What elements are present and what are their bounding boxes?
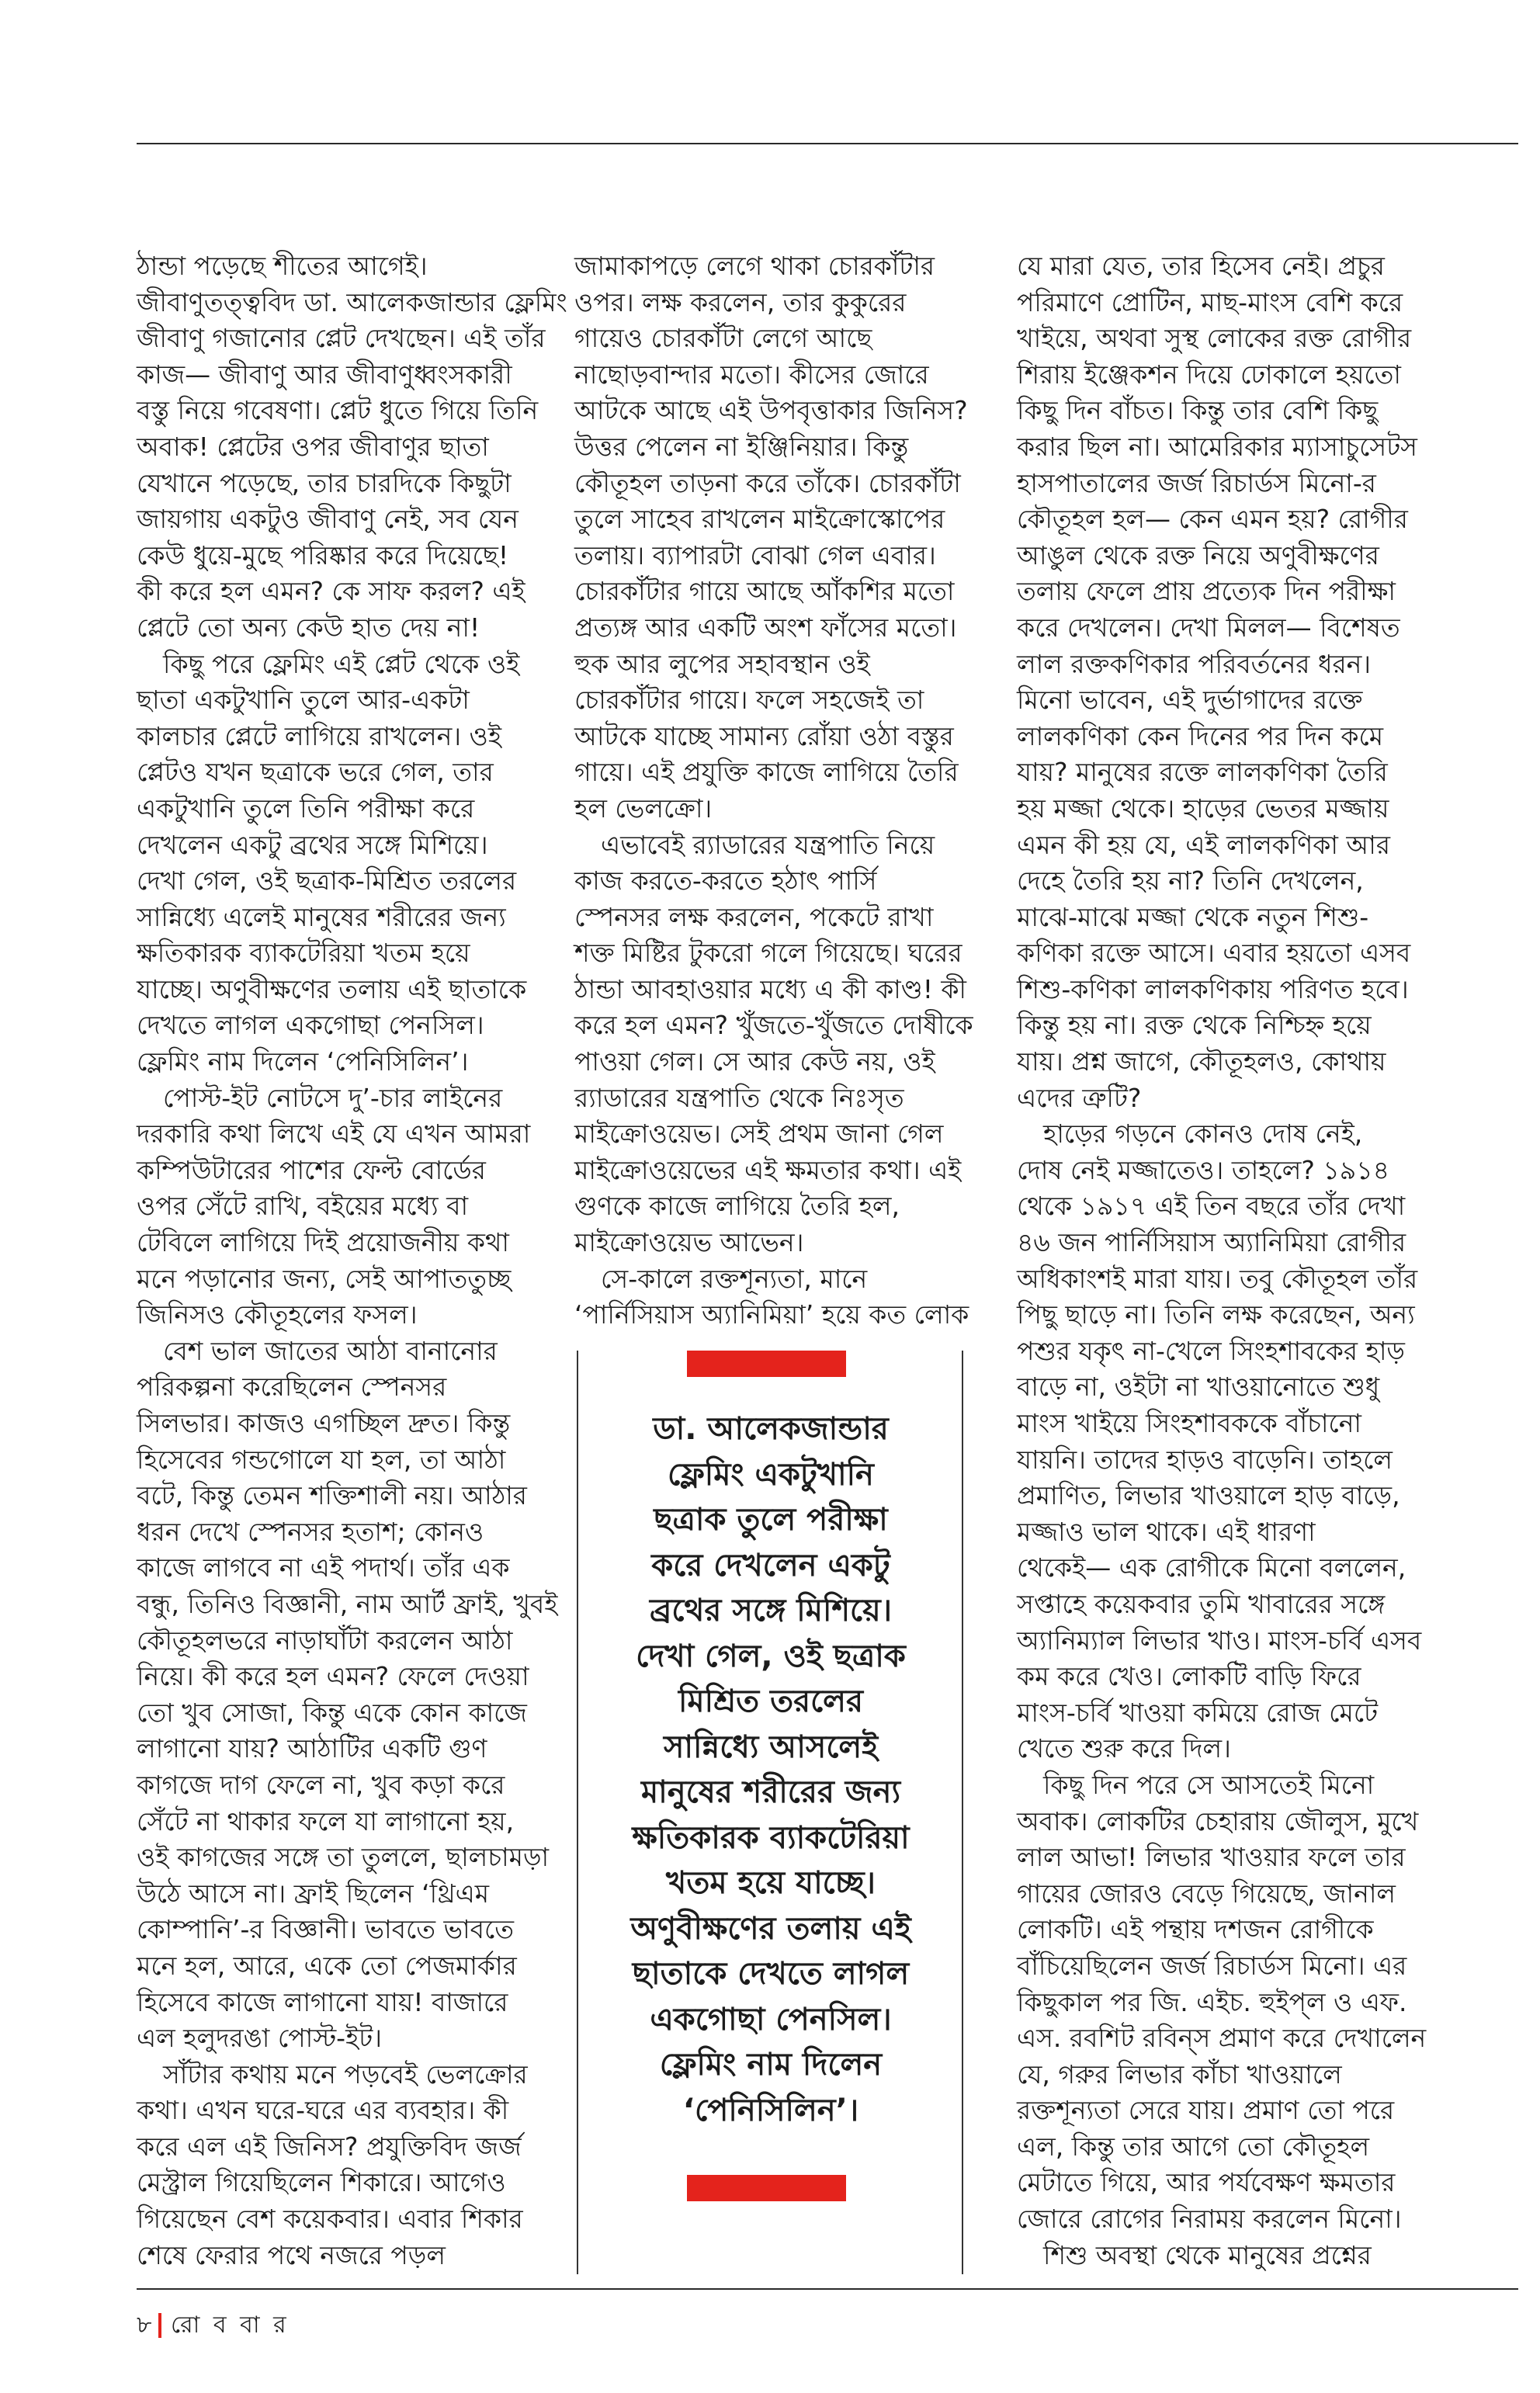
article-line: দেখা গেল, ওই ছত্রাক-মিশ্রিত তরলের: [137, 865, 517, 897]
pullquote-right-rule: [962, 1351, 963, 2274]
article-line: আটকে আছে এই উপবৃত্তাকার জিনিস?: [574, 395, 968, 426]
article-line: শিরায় ইঞ্জেকশন দিয়ে ঢোকালে হয়তো: [1017, 359, 1401, 390]
article-line: কথা। এখন ঘরে-ঘরে এর ব্যবহার। কী: [137, 2095, 509, 2126]
article-line: শিশু অবস্থা থেকে মানুষের প্রশ্নের: [1043, 2239, 1372, 2270]
article-line: ঠান্ডা আবহাওয়ার মধ্যে এ কী কাণ্ড! কী: [574, 973, 966, 1004]
article-line: আঙুল থেকে রক্ত নিয়ে অণুবীক্ষণের: [1017, 539, 1379, 571]
article-line: কিছু দিন পরে সে আসতেই মিনো: [1043, 1769, 1375, 1800]
article-line: বেশ ভাল জাতের আঠা বানানোর: [163, 1335, 498, 1366]
article-line: চোরকাঁটার গায়ে আছে আঁকশির মতো: [574, 576, 955, 607]
article-line: অধিকাংশই মারা যায়। তবু কৌতূহল তাঁর: [1017, 1263, 1418, 1294]
article-line: মনে পড়ানোর জন্য, সেই আপাততুচ্ছ: [137, 1263, 512, 1294]
article-line: করে এল এই জিনিস? প্রযুক্তিবিদ জর্জ: [137, 2131, 522, 2162]
article-line: তুলে সাহেব রাখলেন মাইক্রোস্কোপের: [574, 504, 945, 535]
article-line: মেস্ট্রাল গিয়েছিলেন শিকারে। আগেও: [137, 2167, 506, 2198]
article-line: মেটাতে গিয়ে, আর পর্যবেক্ষণ ক্ষমতার: [1017, 2167, 1396, 2198]
article-line: কৌতূহলভরে নাড়াঘাঁটা করলেন আঠা: [137, 1625, 513, 1656]
article-line: তলায়। ব্যাপারটা বোঝা গেল এবার।: [574, 539, 936, 571]
article-line: যায়নি। তাদের হাড়ও বাড়েনি। তাহলে: [1017, 1444, 1393, 1475]
article-column-1: [137, 248, 567, 2273]
top-rule: [137, 143, 1518, 144]
article-line: সান্নিধ্যে এলেই মানুষের শরীরের জন্য: [137, 901, 506, 932]
pullquote-line: অণুবীক্ষণের তলায় এই: [630, 1910, 911, 1947]
article-line: পশুর যকৃৎ না-খেলে সিংহশাবকের হাড়: [1017, 1335, 1405, 1366]
pullquote-line: ব্রথের সঙ্গে মিশিয়ে।: [649, 1593, 892, 1628]
article-line: জামাকাপড়ে লেগে থাকা চোরকাঁটার: [574, 251, 935, 281]
pullquote-line: একগোছা পেনসিল।: [650, 2001, 892, 2038]
article-line: কৌতূহল তাড়না করে তাঁকে। চোরকাঁটা: [574, 467, 961, 498]
article-line: উঠে আসে না। ফ্রাই ছিলেন ‘থ্রিএম: [137, 1878, 490, 1909]
pullquote-line: মিশ্রিত তরলের: [678, 1684, 863, 1719]
article-line: কালচার প্লেটে লাগিয়ে রাখলেন। ওই: [137, 720, 502, 751]
article-line: তো খুব সোজা, কিন্তু একে কোন কাজে: [137, 1697, 527, 1728]
article-line: থেকে ১৯১৭ এই তিন বছরে তাঁর দেখা: [1017, 1191, 1406, 1222]
article-line: কী করে হল এমন? কে সাফ করল? এই: [137, 576, 525, 607]
magazine-name: রো ব বা র: [171, 2311, 290, 2339]
footer-rule: [137, 2288, 1518, 2290]
article-line: খাইয়ে, অথবা সুস্থ লোকের রক্ত রোগীর: [1017, 323, 1412, 354]
pullquote-line: ফ্লেমিং একটুখানি: [668, 1456, 874, 1493]
article-line: ওই কাগজের সঙ্গে তা তুললে, ছালচামড়া: [137, 1842, 550, 1873]
pullquote-line: ছত্রাক তুলে পরীক্ষা: [654, 1502, 888, 1538]
pullquote-line: ডা. আলেকজান্ডার: [653, 1411, 889, 1447]
article-line: সেঁটে না থাকার ফলে যা লাগানো হয়,: [137, 1805, 515, 1836]
article-line: করে দেখলেন। দেখা মিলল— বিশেষত: [1017, 612, 1400, 643]
article-line: মাংস-চর্বি খাওয়া কমিয়ে রোজ মেটে: [1017, 1697, 1379, 1728]
article-line: ওপর সেঁটে রাখি, বইয়ের মধ্যে বা: [137, 1191, 469, 1222]
article-line: গায়ে। এই প্রযুক্তি কাজে লাগিয়ে তৈরি: [574, 757, 959, 788]
pullquote-line: মানুষের শরীরের জন্য: [640, 1774, 901, 1810]
pullquote-left-rule: [577, 1351, 578, 2274]
article-line: রক্তশূন্যতা সেরে যায়। প্রমাণ তো পরে: [1017, 2095, 1395, 2126]
article-line: ঠান্ডা পড়েছে শীতের আগেই।: [137, 251, 428, 281]
article-line: দেখলেন একটু ব্রথের সঙ্গে মিশিয়ে।: [137, 829, 488, 860]
article-line: র‍্যাডারের যন্ত্রপাতি থেকে নিঃসৃত: [574, 1082, 904, 1113]
article-line: মাংস খাইয়ে সিংহশাবককে বাঁচানো: [1017, 1408, 1361, 1438]
article-line: যাচ্ছে। অণুবীক্ষণের তলায় এই ছাতাকে: [137, 973, 527, 1004]
article-line: খেতে শুরু করে দিল।: [1017, 1733, 1231, 1764]
pullquote-line: ছাতাকে দেখতে লাগল: [632, 1956, 910, 1992]
article-line: হুক আর লুপের সহাবস্থান ওই: [574, 648, 870, 679]
pullquote-line: ফ্লেমিং নাম দিলেন: [659, 2047, 883, 2083]
article-line: যে, গরুর লিভার কাঁচা খাওয়ালে: [1017, 2058, 1342, 2090]
article-line: কিছুকাল পর জি. এইচ. হুইপ্‌ল ও এফ.: [1017, 1986, 1407, 2017]
pullquote: [590, 1351, 952, 2274]
article-line: হিসেবের গন্ডগোলে যা হল, তা আঠা: [137, 1444, 506, 1475]
pullquote-text: [590, 1406, 952, 2133]
article-line: কম করে খেও। লোকটি বাড়ি ফিরে: [1017, 1661, 1361, 1692]
article-line: শিশু-কণিকা লালকণিকায় পরিণত হবে।: [1017, 973, 1409, 1004]
article-line: কাজ করতে-করতে হঠাৎ পার্সি: [574, 865, 877, 897]
article-line: সাঁটার কথায় মনে পড়বেই ভেলক্রোর: [163, 2058, 528, 2090]
article-line: হাড়ের গড়নে কোনও দোষ নেই,: [1043, 1118, 1363, 1150]
article-line: জায়গায় একটুও জীবাণু নেই, সব যেন: [137, 504, 519, 535]
article-line: করে হল এমন? খুঁজতে-খুঁজতে দোষীকে: [574, 1010, 973, 1041]
article-line: মাইক্রোওয়েভের এই ক্ষমতার কথা। এই: [574, 1154, 962, 1185]
article-line: এস. রবশিট রবিন্‌স প্রমাণ করে দেখালেন: [1017, 2023, 1427, 2054]
article-line: কৌতূহল হল— কেন এমন হয়? রোগীর: [1017, 504, 1408, 535]
article-line: তলায় ফেলে প্রায় প্রত্যেক দিন পরীক্ষা: [1017, 576, 1396, 607]
article-line: বাড়ে না, ওইটা না খাওয়ানোতে শুধু: [1017, 1372, 1380, 1403]
pullquote-line: দেখা গেল, ওই ছত্রাক: [636, 1638, 906, 1674]
article-line: আটকে যাচ্ছে সামান্য রোঁয়া ওঠা বস্তুর: [574, 720, 954, 751]
article-line: হিসেবে কাজে লাগানো যায়! বাজারে: [137, 1986, 508, 2017]
article-line: দেহে তৈরি হয় না? তিনি দেখলেন,: [1017, 865, 1364, 897]
article-line: নিয়ে। কী করে হল এমন? ফেলে দেওয়া: [137, 1661, 529, 1692]
article-line: ছাতা একটুখানি তুলে আর-একটা: [137, 685, 470, 716]
article-line: লোকটি। এই পন্থায় দশজন রোগীকে: [1017, 1914, 1374, 1945]
article-line: জিনিসও কৌতূহলের ফসল।: [137, 1299, 418, 1330]
pullquote-line: খতম হয়ে যাচ্ছে।: [666, 1865, 876, 1901]
article-line: এল, কিন্তু তার আগে তো কৌতূহল: [1017, 2131, 1370, 2162]
article-line: মাইক্রোওয়েভ। সেই প্রথম জানা গেল: [574, 1118, 944, 1150]
article-line: জোরে রোগের নিরাময় করলেন মিনো।: [1017, 2204, 1402, 2235]
article-line: অ্যানিম্যাল লিভার খাও। মাংস-চর্বি এসব: [1017, 1625, 1422, 1656]
article-line: প্লেটে তো অন্য কেউ হাত দেয় না!: [137, 612, 480, 643]
article-line: বস্তু নিয়ে গবেষণা। প্লেট ধুতে গিয়ে তিনি: [137, 395, 539, 426]
article-line: গুণকে কাজে লাগিয়ে তৈরি হল,: [574, 1191, 900, 1222]
article-line: পাওয়া গেল। সে আর কেউ নয়, ওই: [574, 1046, 935, 1077]
article-line: ক্ষতিকারক ব্যাকটেরিয়া খতম হয়ে: [137, 938, 470, 969]
article-line: শেষে ফেরার পথে নজরে পড়ল: [137, 2239, 446, 2270]
article-line: স্পেনসর লক্ষ করলেন, পকেটে রাখা: [574, 901, 934, 932]
article-line: দোষ নেই মজ্জাতেও। তাহলে? ১৯১৪: [1017, 1154, 1390, 1185]
article-line: কোম্পানি’-র বিজ্ঞানী। ভাবতে ভাবতে: [137, 1914, 515, 1945]
article-line: যেখানে পড়েছে, তার চারদিকে কিছুটা: [137, 467, 512, 498]
article-line: জীবাণুতত্ত্ববিদ ডা. আলেকজান্ডার ফ্লেমিং: [137, 286, 567, 317]
article-line: টেবিলে লাগিয়ে দিই প্রয়োজনীয় কথা: [137, 1227, 509, 1258]
article-line: কিন্তু হয় না। রক্ত থেকে নিশ্চিহ্ন হয়ে: [1017, 1010, 1372, 1041]
pullquote-top-bar: [687, 1351, 846, 1377]
article-line: এমন কী হয় যে, এই লালকণিকা আর: [1017, 829, 1391, 860]
pullquote-line: সান্নিধ্যে আসলেই: [663, 1729, 879, 1765]
footer-separator: [158, 2313, 161, 2338]
page-footer: [137, 2288, 1518, 2339]
article-line: নাছোড়বান্দার মতো। কীসের জোরে: [574, 359, 929, 390]
article-line: কেউ ধুয়ে-মুছে পরিষ্কার করে দিয়েছে!: [137, 539, 509, 571]
article-line: কাজে লাগবে না এই পদার্থ। তাঁর এক: [137, 1552, 510, 1583]
article-line: ফ্লেমিং নাম দিলেন ‘পেনিসিলিন’।: [137, 1046, 469, 1077]
article-line: অবাক। লোকটির চেহারায় জৌলুস, মুখে: [1017, 1805, 1419, 1836]
article-line: এল হলুদরঙা পোস্ট-ইট।: [137, 2023, 383, 2054]
article-column-3: [1017, 248, 1518, 2273]
article-line: হয় মজ্জা থেকে। হাড়ের ভেতর মজ্জায়: [1017, 792, 1389, 824]
page-number: ৮: [137, 2311, 152, 2339]
article-line: প্রমাণিত, লিভার খাওয়ালে হাড় বাড়ে,: [1017, 1480, 1400, 1511]
article-line: বন্ধু, তিনিও বিজ্ঞানী, নাম আর্ট ফ্রাই, খুবই: [137, 1588, 558, 1619]
article-line: মনে হল, আরে, একে তো পেজমার্কার: [137, 1950, 517, 1981]
article-line: ৪৬ জন পার্নিসিয়াস অ্যানিমিয়া রোগীর: [1017, 1227, 1406, 1258]
article-line: সে-কালে রক্তশূন্যতা, মানে: [601, 1263, 868, 1294]
article-line: অবাক! প্লেটের ওপর জীবাণুর ছাতা: [137, 431, 489, 462]
pullquote-line: ক্ষতিকারক ব্যাকটেরিয়া: [632, 1819, 910, 1856]
article-line: কাগজে দাগ ফেলে না, খুব কড়া করে: [137, 1769, 505, 1800]
article-line: করার ছিল না। আমেরিকার ম্যাসাচুসেটস: [1017, 431, 1417, 462]
article-line: প্রত্যঙ্গ আর একটি অংশ ফাঁসের মতো।: [574, 612, 957, 643]
article-line: একটুখানি তুলে তিনি পরীক্ষা করে: [137, 792, 475, 824]
article-line: পরিকল্পনা করেছিলেন স্পেনসর: [137, 1372, 447, 1403]
article-line: এদের ত্রুটি?: [1017, 1082, 1142, 1113]
article-line: বটে, কিন্তু তেমন শক্তিশালী নয়। আঠার: [137, 1480, 527, 1511]
article-line: কণিকা রক্তে আসে। এবার হয়তো এসব: [1017, 938, 1411, 969]
article-line: লাল রক্তকণিকার পরিবর্তনের ধরন।: [1017, 648, 1372, 679]
article-line: মাইক্রোওয়েভ আভেন।: [574, 1227, 804, 1258]
pullquote-bottom-bar: [687, 2175, 846, 2201]
article-line: বাঁচিয়েছিলেন জর্জ রিচার্ডস মিনো। এর: [1017, 1950, 1407, 1981]
article-line: থেকেই— এক রোগীকে মিনো বললেন,: [1017, 1552, 1406, 1583]
article-line: গায়েও চোরকাঁটা লেগে আছে: [574, 323, 872, 354]
article-line: লালকণিকা কেন দিনের পর দিন কমে: [1017, 720, 1384, 751]
article-line: ওপর। লক্ষ করলেন, তার কুকুরের: [574, 286, 907, 317]
article-line: উত্তর পেলেন না ইঞ্জিনিয়ার। কিন্তু: [574, 431, 909, 462]
article-line: মাঝে-মাঝে মজ্জা থেকে নতুন শিশু-: [1017, 901, 1369, 932]
article-line: পোস্ট-ইট নোটসে দু’-চার লাইনের: [163, 1082, 503, 1113]
article-line: পিছু ছাড়ে না। তিনি লক্ষ করেছেন, অন্য: [1017, 1299, 1415, 1330]
article-line: জীবাণু গজানোর প্লেট দেখছেন। এই তাঁর: [137, 323, 546, 354]
article-line: যায়। প্রশ্ন জাগে, কৌতূহলও, কোথায়: [1017, 1046, 1386, 1077]
article-line: সপ্তাহে কয়েকবার তুমি খাবারের সঙ্গে: [1017, 1588, 1386, 1619]
article-line: কিছু পরে ফ্লেমিং এই প্লেট থেকে ওই: [163, 648, 520, 679]
article-line: যে মারা যেত, তার হিসেব নেই। প্রচুর: [1017, 251, 1385, 281]
article-line: ধরন দেখে স্পেনসর হতাশ; কোনও: [137, 1516, 484, 1547]
article-line: এভাবেই র‍্যাডারের যন্ত্রপাতি নিয়ে: [601, 829, 935, 860]
article-line: লাল আভা! লিভার খাওয়ার ফলে তার: [1017, 1842, 1406, 1873]
article-line: যায়? মানুষের রক্তে লালকণিকা তৈরি: [1017, 757, 1388, 788]
article-line: মজ্জাও ভাল থাকে। এই ধারণা: [1017, 1516, 1316, 1547]
article-line: কিছু দিন বাঁচত। কিন্তু তার বেশি কিছু: [1017, 395, 1379, 426]
pullquote-line: ‘পেনিসিলিন’।: [682, 2092, 859, 2128]
article-line: লাগানো যায়? আঠাটির একটি গুণ: [137, 1733, 487, 1764]
article-line: ‘পার্নিসিয়াস অ্যানিমিয়া’ হয়ে কত লোক: [574, 1299, 969, 1330]
article-line: দরকারি কথা লিখে এই যে এখন আমরা: [137, 1118, 531, 1150]
article-line: প্লেটও যখন ছত্রাকে ভরে গেল, তার: [137, 757, 494, 788]
article-line: দেখতে লাগল একগোছা পেনসিল।: [137, 1010, 484, 1041]
article-line: গিয়েছেন বেশ কয়েকবার। এবার শিকার: [137, 2204, 523, 2235]
article-line: হাসপাতালের জর্জ রিচার্ডস মিনো-র: [1017, 467, 1376, 498]
article-line: শক্ত মিষ্টির টুকরো গলে গিয়েছে। ঘরের: [574, 938, 962, 969]
pullquote-line: করে দেখলেন একটু: [651, 1547, 890, 1583]
article-line: চোরকাঁটার গায়ে। ফলে সহজেই তা: [574, 685, 924, 716]
article-line: পরিমাণে প্রোটিন, মাছ-মাংস বেশি করে: [1017, 286, 1403, 317]
article-line: কম্পিউটারের পাশের ফেল্ট বোর্ডের: [137, 1154, 486, 1185]
article-line: হল ভেলক্রো।: [574, 792, 713, 824]
article-line: মিনো ভাবেন, এই দুর্ভাগাদের রক্তে: [1017, 685, 1363, 716]
article-line: কাজ— জীবাণু আর জীবাণুধ্বংসকারী: [137, 359, 512, 390]
article-line: গায়ের জোরও বেড়ে গিয়েছে, জানাল: [1017, 1878, 1396, 1909]
article-line: সিলভার। কাজও এগচ্ছিল দ্রুত। কিন্তু: [137, 1408, 511, 1438]
article-column-2: [574, 248, 973, 1333]
